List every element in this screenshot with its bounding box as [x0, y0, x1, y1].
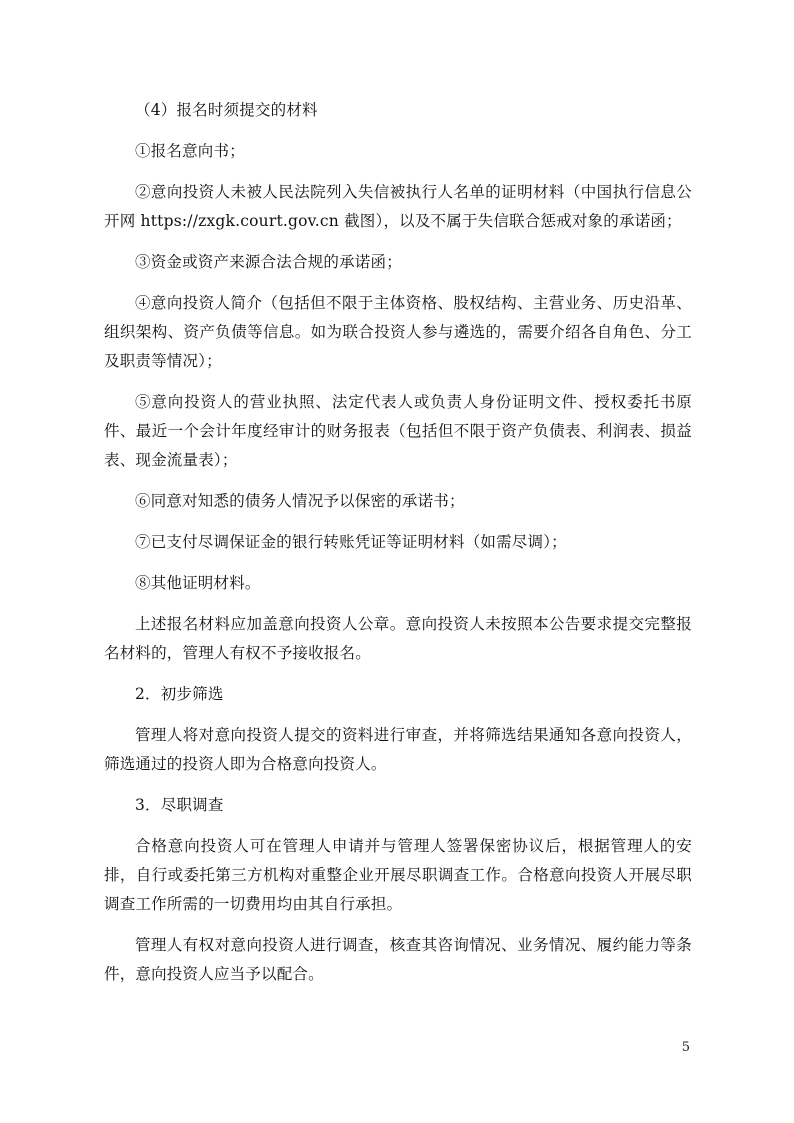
item-4-investor-profile: ④意向投资人简介（包括但不限于主体资格、股权结构、主营业务、历史沿革、组织架构、资产负债等信息。如为联合投资人参与遴选的，需要介绍各自角色、分工及职责等情况）；: [104, 294, 692, 370]
heading-required-materials: （4）报名时须提交的材料: [135, 101, 318, 119]
item-7-deposit-proof: ⑦已支付尽调保证金的银行转账凭证等证明材料（如需尽调）；: [135, 533, 567, 551]
item-1-registration-letter: ①报名意向书；: [135, 142, 245, 160]
item-6-confidentiality-commitment: ⑥同意对知悉的债务人情况予以保密的承诺书；: [135, 492, 465, 510]
materials-seal-requirement: 上述报名材料应加盖意向投资人公章。意向投资人未按照本公告要求提交完整报名材料的，管理人有权不予接收报名。: [104, 615, 692, 662]
document-body: [104, 96, 692, 1001]
investigation-right-text: 管理人有权对意向投资人进行调查，核查其咨询情况、业务情况、履约能力等条件，意向投资人应当予以配合。: [104, 936, 692, 983]
item-5-license-and-financials: ⑤意向投资人的营业执照、法定代表人或负责人身份证明文件、授权委托书原件、最近一个会计年度经审计的财务报表（包括但不限于资产负债表、利润表、损益表、现金流量表）；: [104, 393, 692, 469]
item-2-credit-proof: ②意向投资人未被人民法院列入失信被执行人名单的证明材料（中国执行信息公开网 https://zxgk.court.gov.cn 截图），以及不属于失信联合惩戒对象的承诺函；: [104, 183, 692, 230]
heading-due-diligence: 3．尽职调查: [135, 796, 224, 814]
item-8-other-materials: ⑧其他证明材料。: [135, 574, 261, 592]
initial-screening-text: 管理人将对意向投资人提交的资料进行审查，并将筛选结果通知各意向投资人，筛选通过的投资人即为合格意向投资人。: [104, 726, 692, 773]
due-diligence-text: 合格意向投资人可在管理人申请并与管理人签署保密协议后，根据管理人的安排，自行或委托第三方机构对重整企业开展尽职调查工作。合格意向投资人开展尽职调查工作所需的一切费用均由其自行承担。: [104, 837, 692, 913]
item-3-funds-commitment: ③资金或资产来源合法合规的承诺函；: [135, 253, 402, 271]
heading-initial-screening: 2．初步筛选: [135, 685, 224, 703]
page-number: 5: [681, 1040, 690, 1055]
